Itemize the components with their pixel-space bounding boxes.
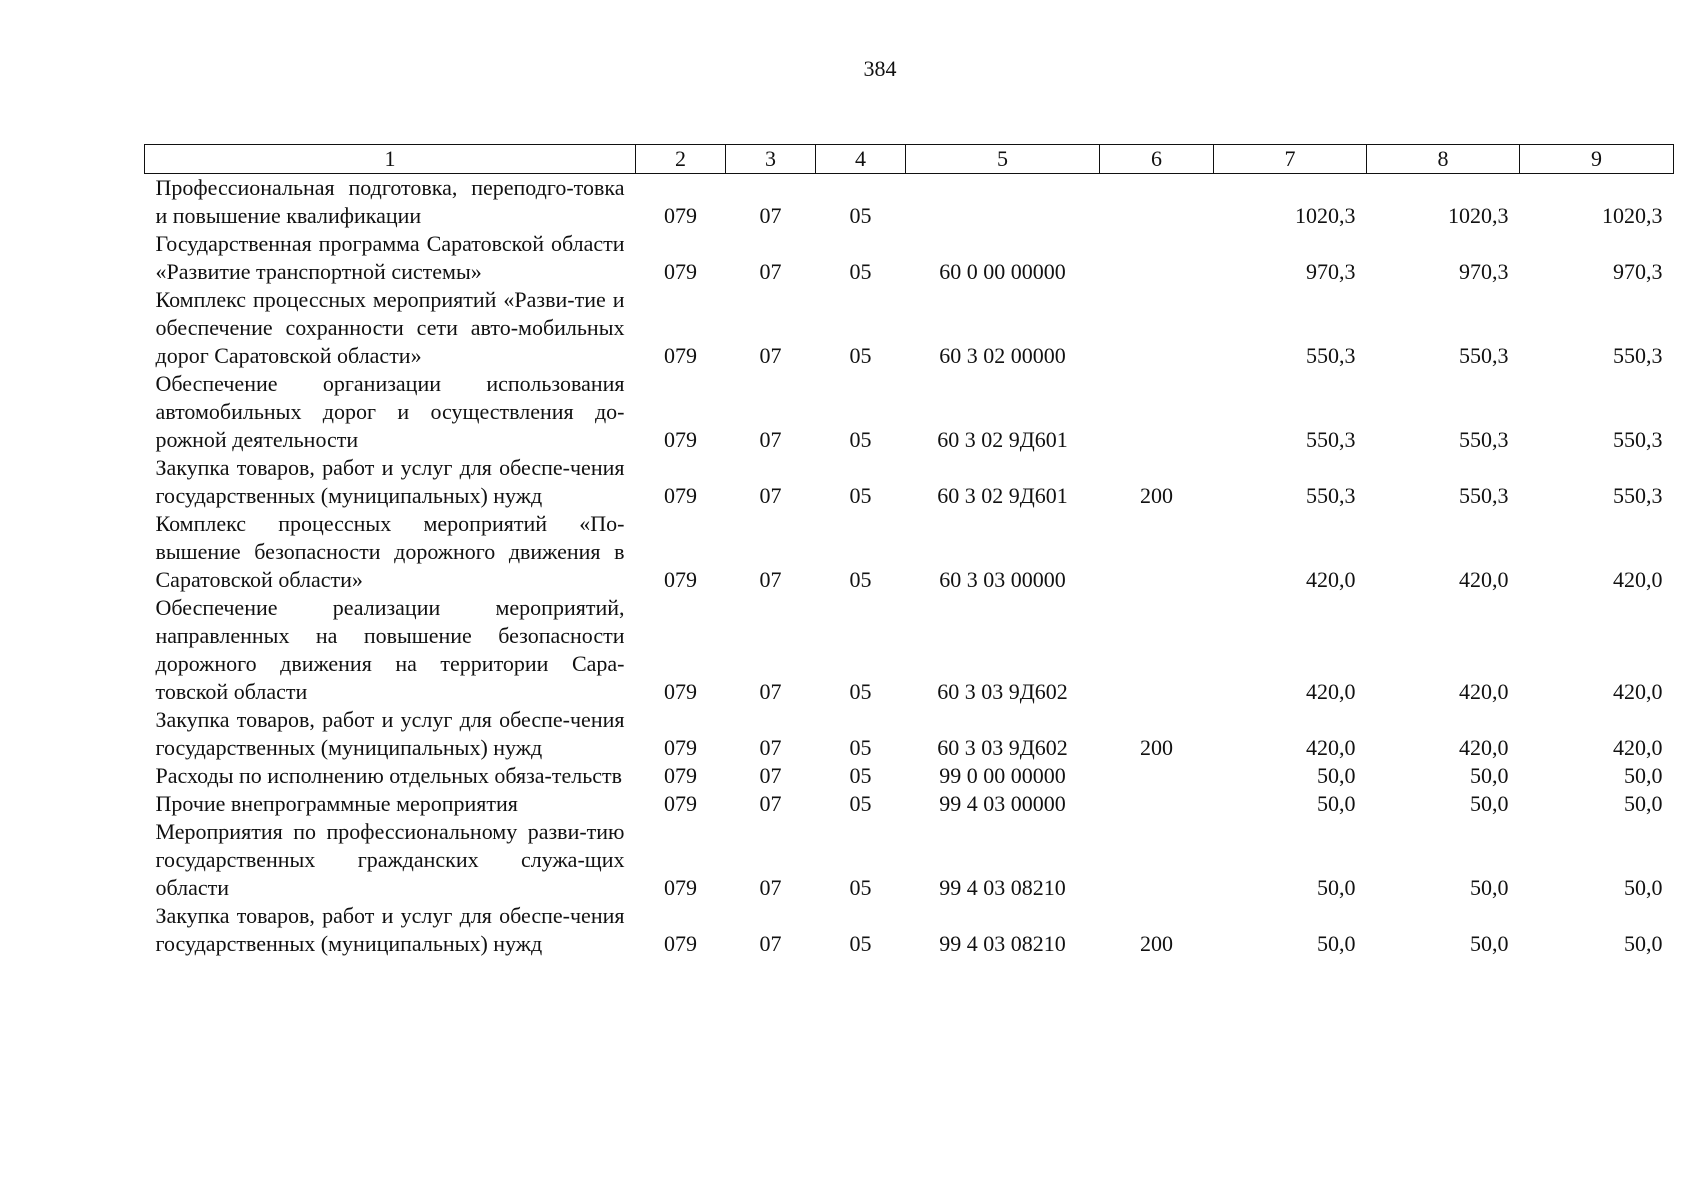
row-amount-cell-9: 50,0 [1624, 791, 1663, 816]
header-cell-7: 7 [1214, 145, 1367, 174]
row-target-article-cell: 60 3 03 9Д602 [937, 679, 1068, 704]
row-amount-cell-9: 50,0 [1624, 763, 1663, 788]
row-ministry-code-cell: 079 [664, 259, 697, 284]
row-subsection-cell: 05 [849, 763, 872, 788]
header-cell-8: 8 [1367, 145, 1520, 174]
table-row [145, 370, 1674, 454]
row-ministry-code-cell: 079 [664, 875, 697, 900]
row-amount-cell-8: 50,0 [1470, 791, 1509, 816]
row-expense-type-cell [1100, 286, 1214, 370]
row-subsection-cell: 05 [849, 343, 872, 368]
table-body [145, 174, 1674, 959]
row-subsection-cell: 05 [849, 791, 872, 816]
row-amount-cell-8: 550,3 [1459, 483, 1509, 508]
row-amount-cell-9: 550,3 [1613, 427, 1663, 452]
header-row [145, 145, 1674, 174]
row-target-article-cell: 60 3 02 9Д601 [937, 483, 1068, 508]
row-subsection-cell: 05 [849, 875, 872, 900]
row-amount-cell-7: 420,0 [1306, 735, 1356, 760]
table-row [145, 594, 1674, 706]
table-row [145, 790, 1674, 818]
row-name-cell: Прочие внепрограммные мероприятия [155, 791, 518, 816]
row-target-article-cell: 60 0 00 00000 [939, 259, 1066, 284]
row-section-cell: 07 [759, 567, 782, 592]
row-section-cell: 07 [759, 343, 782, 368]
row-name-cell: Обеспечение организации использования автомобильных дорог и осуществления до-рожной деятельности [155, 371, 625, 452]
row-ministry-code-cell: 079 [664, 679, 697, 704]
row-amount-cell-7: 550,3 [1306, 427, 1356, 452]
table-row [145, 454, 1674, 510]
row-amount-cell-8: 550,3 [1459, 343, 1509, 368]
row-expense-type-cell [1100, 510, 1214, 594]
row-target-article-cell: 60 3 03 00000 [939, 567, 1066, 592]
row-amount-cell-7: 970,3 [1306, 259, 1356, 284]
row-amount-cell-8: 420,0 [1459, 679, 1509, 704]
table-row [145, 174, 1674, 231]
row-target-article-cell: 99 4 03 08210 [939, 875, 1066, 900]
row-section-cell: 07 [759, 931, 782, 956]
row-name-cell: Закупка товаров, работ и услуг для обеспе-чения государственных (муниципальных) нужд [155, 455, 625, 508]
row-expense-type-cell [1100, 230, 1214, 286]
row-subsection-cell: 05 [849, 203, 872, 228]
row-subsection-cell: 05 [849, 259, 872, 284]
row-amount-cell-7: 50,0 [1317, 763, 1356, 788]
row-amount-cell-7: 550,3 [1306, 483, 1356, 508]
row-amount-cell-9: 970,3 [1613, 259, 1663, 284]
row-amount-cell-9: 50,0 [1624, 931, 1663, 956]
table-header [145, 145, 1674, 174]
row-name-cell: Комплекс процессных мероприятий «Разви-тие и обеспечение сохранности сети авто-мобильных дорог Саратовской области» [155, 287, 625, 368]
row-target-article-cell: 99 4 03 00000 [939, 791, 1066, 816]
row-amount-cell-8: 50,0 [1470, 875, 1509, 900]
row-amount-cell-8: 420,0 [1459, 567, 1509, 592]
table-row [145, 706, 1674, 762]
header-cell-1: 1 [145, 145, 636, 174]
row-name-cell: Мероприятия по профессиональному разви-тию государственных гражданских служа-щих области [155, 819, 625, 900]
table-row [145, 510, 1674, 594]
row-amount-cell-7: 1020,3 [1295, 203, 1356, 228]
row-amount-cell-7: 420,0 [1306, 567, 1356, 592]
table-row [145, 902, 1674, 958]
row-expense-type-cell [1100, 762, 1214, 790]
table-row [145, 818, 1674, 902]
row-name-cell: Расходы по исполнению отдельных обяза-тельств [155, 763, 623, 788]
row-section-cell: 07 [759, 483, 782, 508]
row-amount-cell-8: 550,3 [1459, 427, 1509, 452]
row-target-article-cell: 99 4 03 08210 [939, 931, 1066, 956]
row-amount-cell-8: 420,0 [1459, 735, 1509, 760]
row-section-cell: 07 [759, 427, 782, 452]
header-cell-3: 3 [726, 145, 816, 174]
row-expense-type-cell: 200 [1140, 931, 1173, 956]
row-expense-type-cell [1100, 370, 1214, 454]
row-expense-type-cell [1100, 818, 1214, 902]
row-subsection-cell: 05 [849, 483, 872, 508]
row-ministry-code-cell: 079 [664, 931, 697, 956]
table-row [145, 286, 1674, 370]
row-target-article-cell: 60 3 02 00000 [939, 343, 1066, 368]
row-amount-cell-8: 970,3 [1459, 259, 1509, 284]
row-amount-cell-9: 420,0 [1613, 735, 1663, 760]
table-row [145, 230, 1674, 286]
table-row [145, 762, 1674, 790]
row-subsection-cell: 05 [849, 931, 872, 956]
row-subsection-cell: 05 [849, 679, 872, 704]
header-cell-9: 9 [1520, 145, 1674, 174]
row-section-cell: 07 [759, 791, 782, 816]
row-subsection-cell: 05 [849, 735, 872, 760]
header-cell-6: 6 [1100, 145, 1214, 174]
row-ministry-code-cell: 079 [664, 483, 697, 508]
row-name-cell: Закупка товаров, работ и услуг для обеспе-чения государственных (муниципальных) нужд [155, 707, 625, 760]
row-expense-type-cell [1100, 174, 1214, 231]
row-expense-type-cell [1100, 594, 1214, 706]
row-amount-cell-8: 1020,3 [1448, 203, 1509, 228]
row-section-cell: 07 [759, 679, 782, 704]
row-section-cell: 07 [759, 203, 782, 228]
row-target-article-cell: 60 3 03 9Д602 [937, 735, 1068, 760]
row-ministry-code-cell: 079 [664, 203, 697, 228]
row-ministry-code-cell: 079 [664, 791, 697, 816]
row-target-article-cell: 99 0 00 00000 [939, 763, 1066, 788]
row-amount-cell-7: 50,0 [1317, 791, 1356, 816]
row-amount-cell-9: 550,3 [1613, 483, 1663, 508]
row-name-cell: Обеспечение реализации мероприятий, направленных на повышение безопасности дорожного движения на территории Сара-товской области [155, 595, 625, 704]
row-subsection-cell: 05 [849, 427, 872, 452]
header-cell-4: 4 [816, 145, 906, 174]
row-target-article-cell [906, 174, 1100, 231]
header-cell-5: 5 [906, 145, 1100, 174]
row-expense-type-cell: 200 [1140, 483, 1173, 508]
row-ministry-code-cell: 079 [664, 427, 697, 452]
row-section-cell: 07 [759, 259, 782, 284]
row-amount-cell-9: 1020,3 [1602, 203, 1663, 228]
row-amount-cell-7: 550,3 [1306, 343, 1356, 368]
row-amount-cell-8: 50,0 [1470, 763, 1509, 788]
row-amount-cell-9: 420,0 [1613, 567, 1663, 592]
row-section-cell: 07 [759, 735, 782, 760]
row-name-cell: Закупка товаров, работ и услуг для обеспе-чения государственных (муниципальных) нужд [155, 903, 625, 956]
row-amount-cell-7: 50,0 [1317, 875, 1356, 900]
row-section-cell: 07 [759, 763, 782, 788]
page-number: 384 [863, 56, 897, 81]
row-subsection-cell: 05 [849, 567, 872, 592]
row-ministry-code-cell: 079 [664, 343, 697, 368]
row-amount-cell-7: 420,0 [1306, 679, 1356, 704]
budget-table [144, 144, 1674, 958]
row-amount-cell-9: 550,3 [1613, 343, 1663, 368]
row-amount-cell-8: 50,0 [1470, 931, 1509, 956]
row-ministry-code-cell: 079 [664, 567, 697, 592]
row-ministry-code-cell: 079 [664, 735, 697, 760]
row-name-cell: Государственная программа Саратовской области «Развитие транспортной системы» [155, 231, 625, 284]
row-expense-type-cell [1100, 790, 1214, 818]
row-target-article-cell: 60 3 02 9Д601 [937, 427, 1068, 452]
row-name-cell: Комплекс процессных мероприятий «По-вышение безопасности дорожного движения в Саратовской области» [155, 511, 625, 592]
row-amount-cell-9: 50,0 [1624, 875, 1663, 900]
row-amount-cell-9: 420,0 [1613, 679, 1663, 704]
row-expense-type-cell: 200 [1140, 735, 1173, 760]
row-name-cell: Профессиональная подготовка, переподго-товка и повышение квалификации [155, 175, 625, 228]
header-cell-2: 2 [636, 145, 726, 174]
row-ministry-code-cell: 079 [664, 763, 697, 788]
row-section-cell: 07 [759, 875, 782, 900]
row-amount-cell-7: 50,0 [1317, 931, 1356, 956]
